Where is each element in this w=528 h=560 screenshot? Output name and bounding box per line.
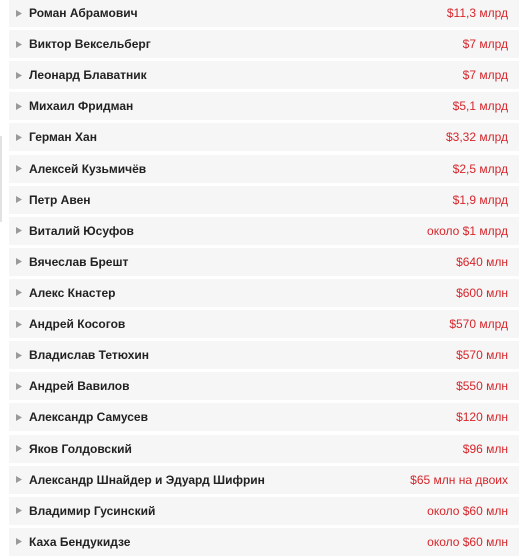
- list-item[interactable]: [9, 466, 519, 494]
- list-item[interactable]: [9, 310, 519, 338]
- list-item[interactable]: [9, 186, 519, 214]
- net-worth-value: $65 млн на двоих: [410, 472, 508, 487]
- list-item[interactable]: [9, 341, 519, 369]
- list-item[interactable]: [9, 435, 519, 463]
- net-worth-value: $3,32 млрд: [445, 130, 508, 145]
- caret-right-icon: [9, 227, 29, 234]
- person-name: Роман Абрамович: [29, 6, 138, 20]
- list-item[interactable]: [9, 497, 519, 525]
- person-name: Виталий Юсуфов: [29, 223, 134, 238]
- person-name: Алексей Кузьмичёв: [29, 161, 147, 176]
- caret-right-icon: [9, 538, 29, 545]
- net-worth-value: $7 млрд: [462, 68, 508, 83]
- net-worth-value: $550 млн: [456, 379, 508, 394]
- net-worth-value: $570 млн: [456, 348, 508, 363]
- person-name: Яков Голдовский: [29, 441, 132, 456]
- person-list: [9, 0, 519, 559]
- list-item[interactable]: [9, 528, 519, 556]
- caret-right-icon: [9, 383, 29, 390]
- person-name: Владислав Тетюхин: [29, 348, 150, 363]
- caret-right-icon: [9, 289, 29, 296]
- list-item[interactable]: [9, 217, 519, 245]
- caret-right-icon: [9, 258, 29, 265]
- net-worth-value: $120 млн: [456, 410, 508, 425]
- person-name: Петр Авен: [29, 192, 91, 207]
- list-item[interactable]: [9, 61, 519, 89]
- list-item[interactable]: [9, 155, 519, 183]
- caret-right-icon: [9, 196, 29, 203]
- person-name: Каха Бендукидзе: [29, 534, 131, 549]
- net-worth-value: $11,3 млрд: [446, 6, 508, 20]
- caret-right-icon: [9, 103, 29, 110]
- list-item[interactable]: [9, 372, 519, 400]
- person-name: Леонард Блаватник: [29, 68, 147, 83]
- net-worth-value: $1,9 млрд: [452, 192, 508, 207]
- net-worth-value: $5,1 млрд: [452, 99, 508, 114]
- caret-right-icon: [9, 445, 29, 452]
- net-worth-value: около $1 млрд: [427, 223, 508, 238]
- person-name: Александр Самусев: [29, 410, 148, 425]
- net-worth-value: $600 млн: [456, 285, 508, 300]
- caret-right-icon: [9, 165, 29, 172]
- person-name: Александр Шнайдер и Эдуард Шифрин: [29, 472, 265, 487]
- caret-right-icon: [9, 414, 29, 421]
- net-worth-value: $7 млрд: [462, 37, 508, 52]
- list-item[interactable]: [9, 248, 519, 276]
- net-worth-value: $570 млрд: [449, 317, 508, 332]
- person-name: Андрей Вавилов: [29, 379, 130, 394]
- list-item[interactable]: [9, 123, 519, 151]
- person-name: Герман Хан: [29, 130, 97, 145]
- person-name: Андрей Косогов: [29, 317, 126, 332]
- net-worth-value: $96 млн: [462, 441, 508, 456]
- list-item[interactable]: [9, 92, 519, 120]
- caret-right-icon: [9, 507, 29, 514]
- list-item[interactable]: [9, 30, 519, 58]
- net-worth-value: около $60 млн: [427, 503, 508, 518]
- caret-right-icon: [9, 72, 29, 79]
- person-name: Виктор Вексельберг: [29, 37, 151, 52]
- caret-right-icon: [9, 41, 29, 48]
- left-divider: [0, 136, 2, 222]
- list-item[interactable]: [9, 279, 519, 307]
- caret-right-icon: [9, 352, 29, 359]
- list-item[interactable]: [9, 0, 519, 27]
- person-name: Алекс Кнастер: [29, 285, 116, 300]
- caret-right-icon: [9, 321, 29, 328]
- caret-right-icon: [9, 476, 29, 483]
- net-worth-value: $640 млн: [456, 254, 508, 269]
- caret-right-icon: [9, 134, 29, 141]
- list-item[interactable]: [9, 403, 519, 431]
- person-name: Вячеслав Брешт: [29, 254, 129, 269]
- net-worth-value: около $60 млн: [427, 534, 508, 549]
- person-name: Владимир Гусинский: [29, 503, 156, 518]
- person-name: Михаил Фридман: [29, 99, 134, 114]
- caret-right-icon: [9, 10, 29, 17]
- net-worth-value: $2,5 млрд: [452, 161, 508, 176]
